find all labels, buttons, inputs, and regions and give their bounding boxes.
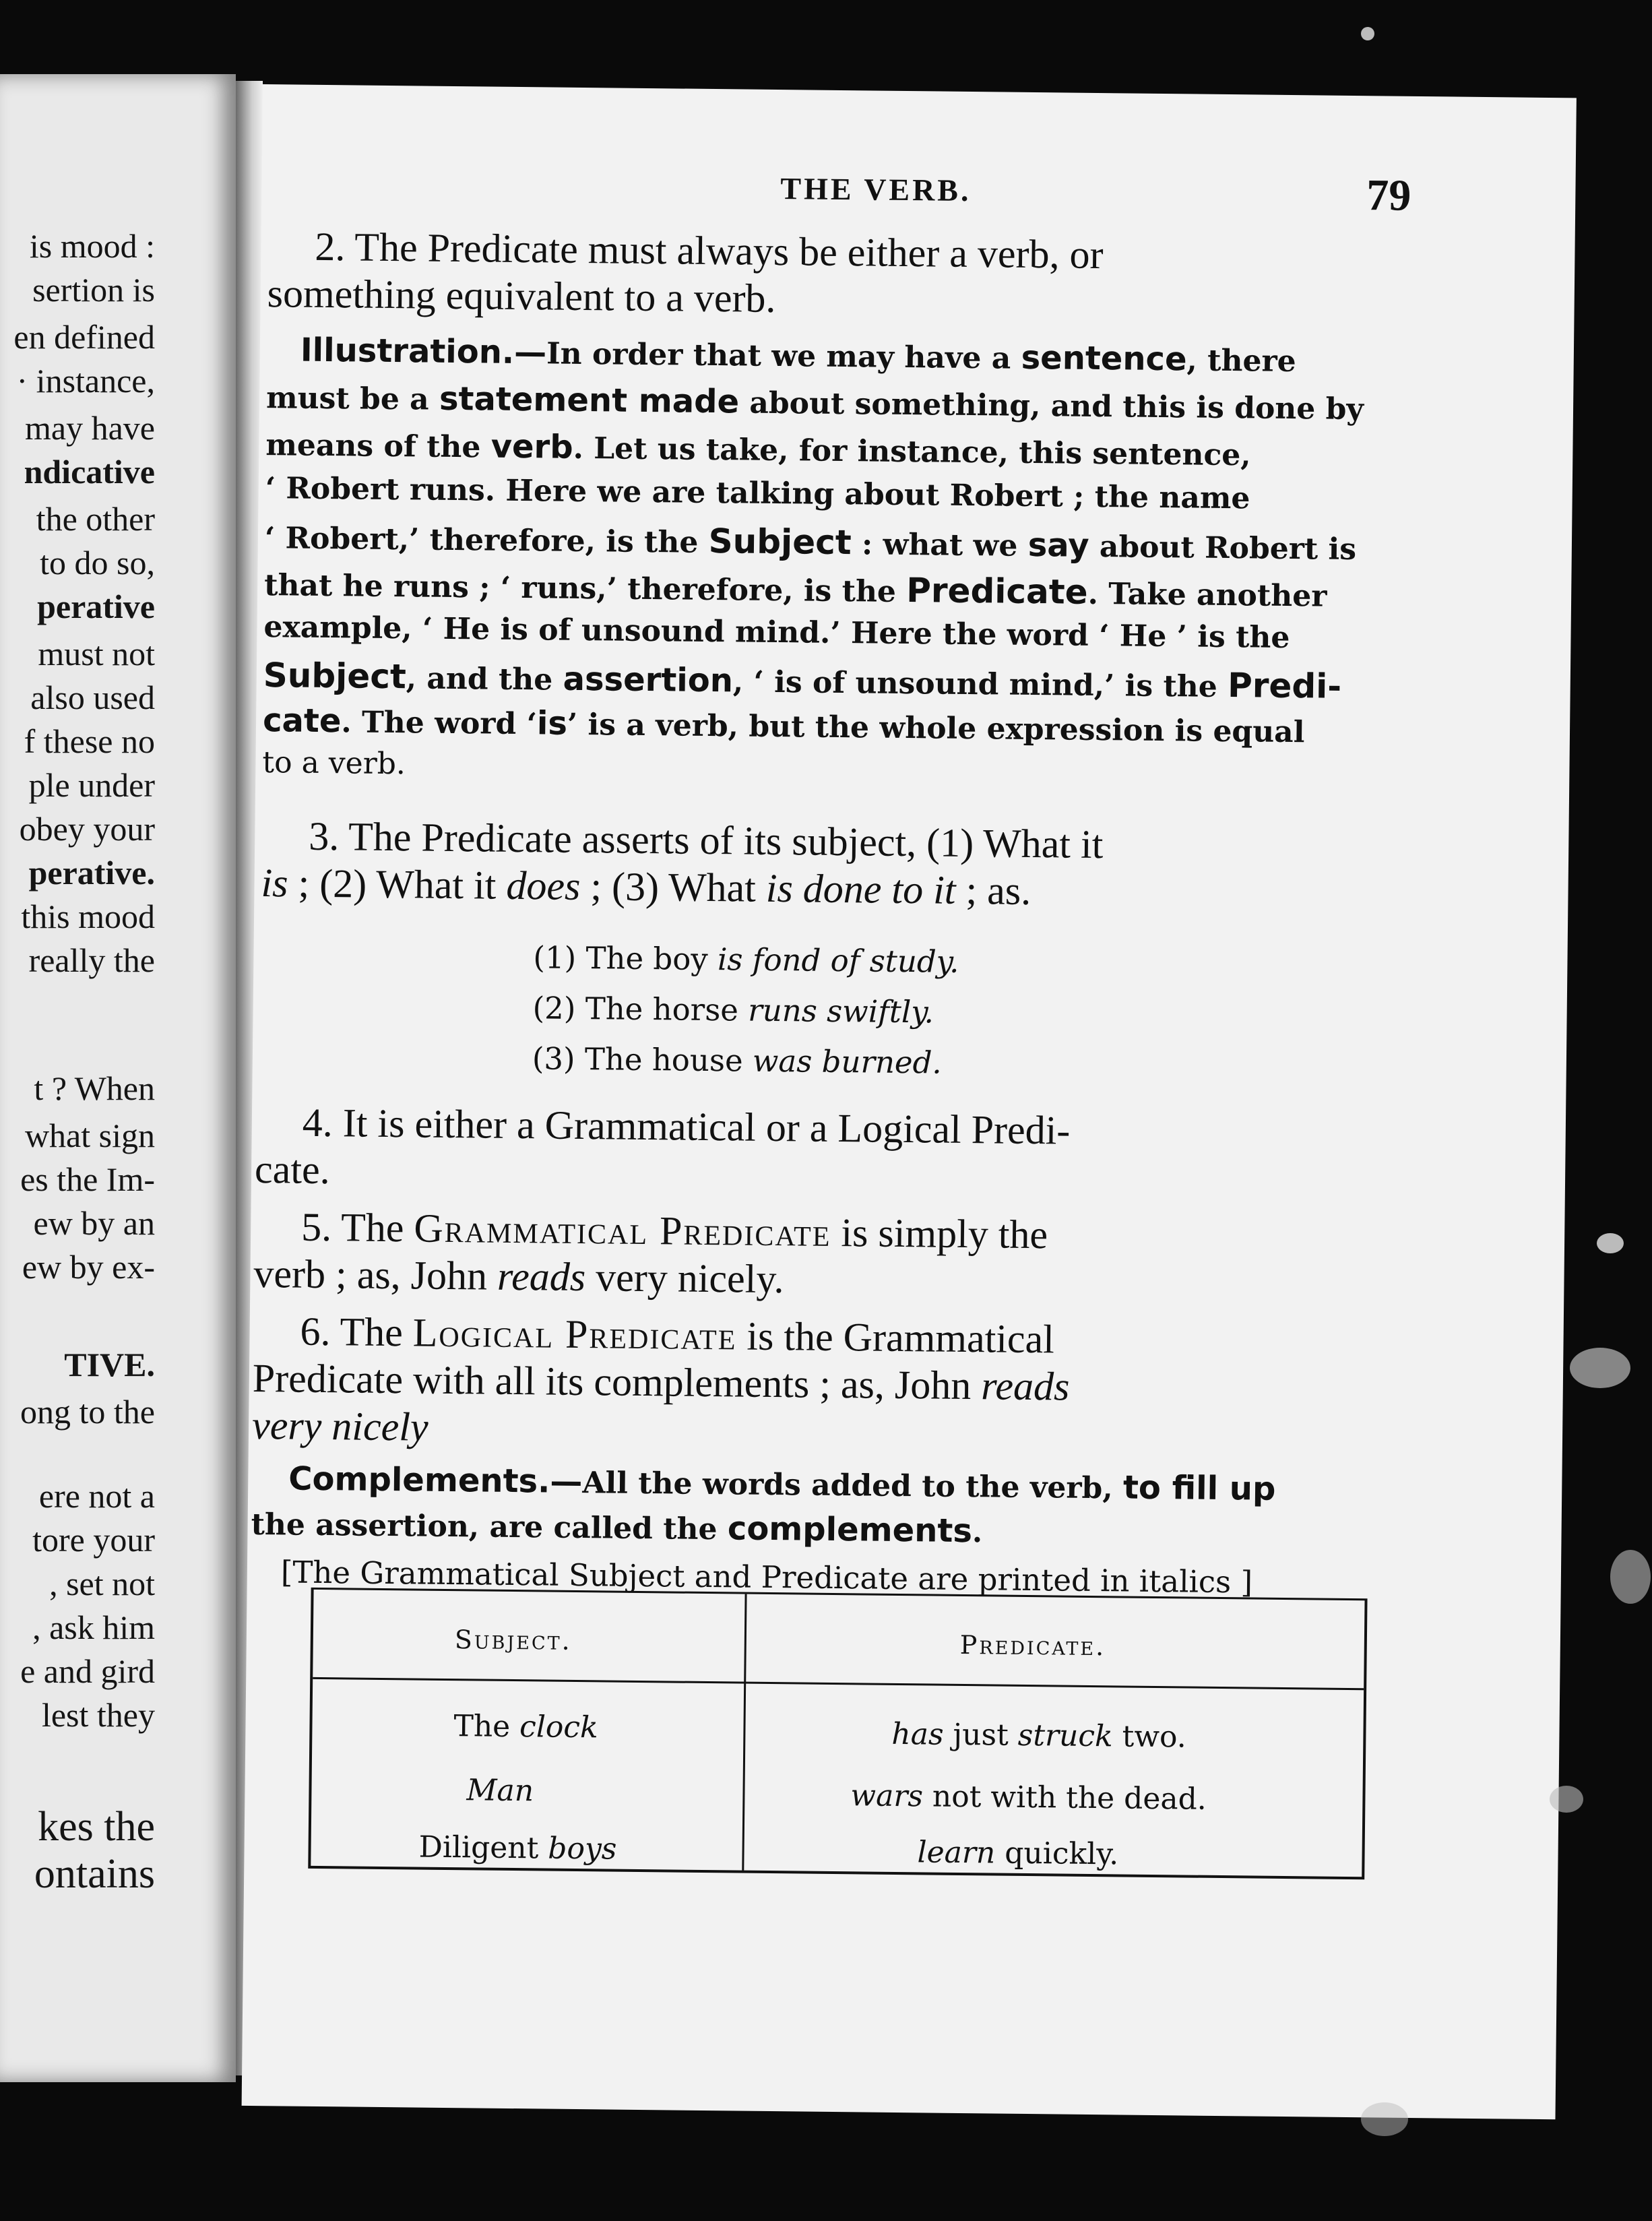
para-4-line-2: cate. (254, 1146, 331, 1193)
left-page-text-fragment: obey your (19, 810, 155, 848)
page-number: 79 (1366, 170, 1411, 220)
left-page-text-fragment: f these no (24, 722, 155, 760)
illustration-line-5: ‘ Robert,’ therefore, is the Subject : what we say about Robert is (264, 521, 1357, 567)
left-page-text-fragment: sertion is (32, 271, 155, 309)
complements-line-1: Complements.—All the words added to the verb, to fill up (288, 1460, 1276, 1508)
para-2-line-1: 2. The Predicate must always be either a verb, or (315, 224, 1104, 278)
left-page-text-fragment: ew by ex- (22, 1248, 155, 1286)
table-row-3-predicate: learn quickly. (917, 1835, 1119, 1872)
left-page-text-fragment: es the Im- (20, 1160, 155, 1198)
left-page-text-fragment: ew by an (33, 1204, 155, 1242)
book-page (242, 84, 1577, 2119)
table-header-subject: Subject. (454, 1625, 572, 1656)
scan-speck (1361, 2102, 1408, 2136)
complements-label: Complements.— (288, 1460, 583, 1501)
left-page-text-fragment: TIVE. (64, 1346, 155, 1383)
example-3: (3) The house was burned. (532, 1040, 943, 1081)
italics-note: [The Grammatical Subject and Predicate are printed in italics ] (280, 1554, 1253, 1600)
table-header-predicate: Predicate. (959, 1629, 1106, 1662)
left-page-text-fragment: to do so, (40, 544, 155, 582)
scan-speck (1570, 1348, 1630, 1388)
scan-speck (1361, 27, 1374, 40)
para-5-line-2: verb ; as, John reads very nicely. (253, 1251, 784, 1302)
illustration-line-7: example, ‘ He is of unsound mind.’ Here the word ‘ He ’ is the (263, 610, 1290, 656)
illustration-line-9: cate. The word ‘is’ is a verb, but the whole expression is equal (262, 701, 1305, 750)
left-page-text-fragment: , set not (49, 1565, 155, 1602)
left-page-text-fragment: also used (30, 679, 155, 716)
scan-speck (1597, 1233, 1624, 1253)
table-row-1-subject: The clock (453, 1709, 598, 1745)
left-page-text-fragment: lest they (41, 1696, 155, 1734)
scan-speck (1610, 1550, 1651, 1604)
para-2-line-2: something equivalent to a verb. (267, 271, 776, 321)
illustration-line-4: ‘ Robert runs. Here we are talking about Robert ; the name (265, 471, 1250, 516)
illustration-line-8: Subject, and the assertion, ‘ is of unsound mind,’ is the Predi- (263, 656, 1342, 706)
para-3-line-1: 3. The Predicate asserts of its subject, (1) What it (308, 813, 1104, 867)
left-page-text-fragment: really the (28, 941, 155, 979)
para-4-line-1: 4. It is either a Grammatical or a Logical Predi- (302, 1100, 1071, 1153)
table-row-3-subject: Diligent boys (418, 1829, 617, 1867)
para-6-line-2: Predicate with all its complements ; as, John reads (252, 1355, 1070, 1409)
left-page-text-fragment: perative. (28, 854, 155, 891)
left-page-text-fragment: en defined (13, 318, 155, 356)
left-page-text-fragment: perative (37, 588, 155, 625)
complements-line-2: the assertion, are called the complements. (251, 1507, 983, 1551)
table-row-2-predicate: wars not with the dead. (850, 1778, 1207, 1817)
example-2: (2) The horse runs swiftly. (532, 990, 934, 1030)
left-page-text-fragment: what sign (24, 1117, 155, 1154)
para-5-line-1: 5. The Grammatical Predicate is simply the (300, 1204, 1048, 1257)
illustration-label: Illustration.— (300, 331, 547, 372)
table-row-1-predicate: has just struck two. (891, 1716, 1187, 1755)
illustration-line-1: Illustration.—In order that we may have a sentence, there (300, 331, 1296, 379)
left-page-text-fragment: ndicative (24, 453, 155, 491)
left-page-text-fragment: ple under (28, 766, 155, 804)
illustration-line-10: to a verb. (262, 745, 406, 782)
left-page-text-fragment: this mood (21, 898, 155, 935)
example-1: (1) The boy is fond of study. (533, 939, 959, 980)
illustration-line-2: must be a statement made about something, and this is done by (265, 379, 1364, 427)
left-page-text-fragment: tore your (32, 1521, 155, 1559)
left-page-text-fragment: may have (25, 409, 155, 447)
left-page-text-fragment: t ? When (34, 1069, 155, 1107)
para-6-line-1: 6. The Logical Predicate is the Grammatical (300, 1309, 1055, 1362)
left-page-text-fragment: ontains (34, 1851, 155, 1897)
left-page-text-fragment: the other (36, 500, 155, 538)
left-page-text-fragment: ong to the (20, 1393, 155, 1431)
table-row-2-subject: Man (466, 1773, 534, 1809)
table-column-divider (742, 1594, 746, 1871)
subject-predicate-table (308, 1588, 1367, 1879)
para-3-line-2: is ; (2) What it does ; (3) What is done to it ; as. (261, 861, 1031, 914)
left-page-text-fragment: , ask him (32, 1608, 155, 1646)
left-page-text-fragment: kes the (38, 1804, 155, 1850)
left-page-fragment (0, 74, 236, 2082)
illustration-line-6: that he runs ; ‘ runs,’ therefore, is the Predicate. Take another (263, 568, 1327, 614)
para-6-line-3: very nicely (251, 1402, 428, 1449)
table-header-rule (313, 1677, 1364, 1690)
scan-speck (1550, 1786, 1583, 1813)
left-page-text-fragment: is mood : (29, 227, 155, 265)
left-page-text-fragment: · instance, (16, 362, 155, 400)
left-page-text-fragment: e and gird (20, 1652, 155, 1690)
illustration-line-3: means of the verb. Let us take, for instance, this sentence, (265, 427, 1251, 473)
running-header: THE VERB. (780, 171, 972, 208)
left-page-text-fragment: ere not a (38, 1477, 155, 1515)
left-page-text-fragment: must not (38, 635, 155, 672)
